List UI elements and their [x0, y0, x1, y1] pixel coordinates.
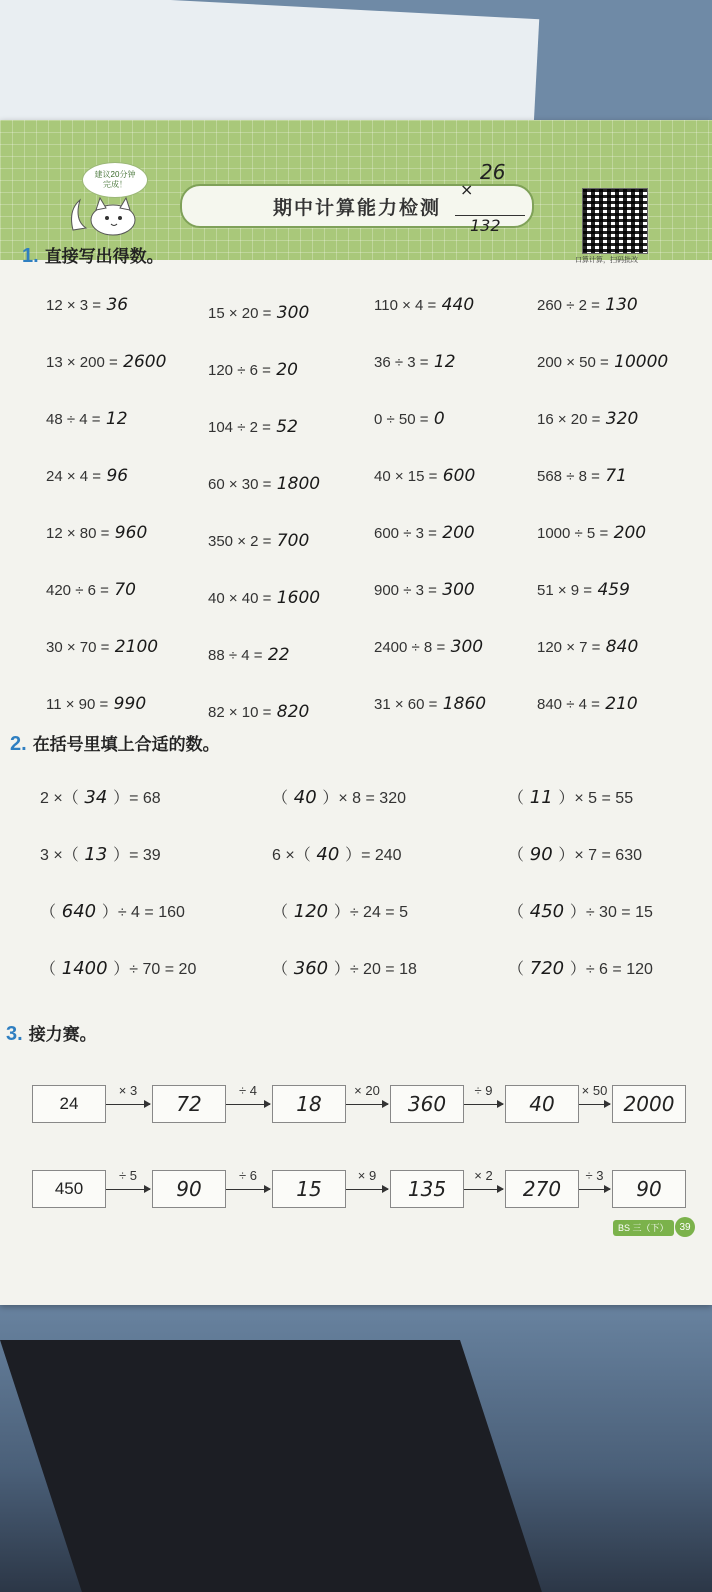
relay-arrow: [226, 1083, 270, 1111]
calc-question: 110 × 4 =: [374, 297, 437, 314]
bubble-text-line2: 完成！: [103, 180, 127, 189]
relay-arrow: [346, 1083, 388, 1111]
arrow-head-icon: [144, 1100, 151, 1108]
fill-item: [40, 899, 185, 922]
calc-answer: 70: [108, 580, 136, 600]
calc-answer: 22: [262, 645, 290, 665]
relay-arrow: [346, 1168, 388, 1196]
calc-question: 1000 ÷ 5 =: [537, 525, 609, 542]
calc-question: 200 × 50 =: [537, 354, 609, 371]
fill-item: [272, 842, 402, 865]
calc-question: 40 × 40 =: [208, 590, 272, 607]
calc-question: 120 ÷ 6 =: [208, 362, 271, 379]
relay-operation: × 50: [581, 1083, 608, 1098]
section2-title-text: 在括号里填上合适的数。: [32, 735, 220, 754]
relay-operation: ÷ 6: [239, 1168, 257, 1183]
header-banner: [0, 120, 712, 264]
relay-arrow: [106, 1168, 150, 1196]
calc-answer: 1800: [271, 474, 321, 494]
relay-answer: 90: [636, 1177, 662, 1201]
calc-question: 2400 ÷ 8 =: [374, 639, 446, 656]
fill-answer: 450: [524, 901, 570, 922]
relay-answer: 270: [522, 1177, 562, 1201]
calc-item: [46, 466, 128, 486]
calc-answer: 12: [100, 409, 128, 429]
fill-answer: 120: [288, 901, 334, 922]
calc-question: 11 × 90 =: [46, 696, 109, 713]
calc-question: 420 ÷ 6 =: [46, 582, 109, 599]
relay-box: [272, 1085, 346, 1123]
calc-answer: 2100: [109, 637, 159, 657]
relay-operation: × 2: [474, 1168, 493, 1183]
calc-answer: 52: [270, 417, 298, 437]
calc-item: [46, 352, 166, 372]
calc-question: 568 ÷ 8 =: [537, 468, 600, 485]
worksheet-page: [0, 120, 712, 1305]
relay-arrow: [106, 1083, 150, 1111]
relay-answer: 90: [176, 1177, 202, 1201]
section3-title: [6, 1020, 97, 1046]
calc-question: 120 × 7 =: [537, 639, 601, 656]
arrow-head-icon: [497, 1100, 504, 1108]
calc-answer: 10000: [608, 352, 669, 372]
calc-item: [537, 523, 646, 543]
calc-answer: 96: [101, 466, 129, 486]
calc-question: 12 × 3 =: [46, 297, 102, 314]
calc-item: [208, 645, 290, 665]
fill-answer: 360: [288, 958, 334, 979]
calc-question: 15 × 20 =: [208, 305, 272, 322]
calc-item: [46, 694, 146, 714]
fill-answer: 13: [78, 844, 114, 865]
calc-answer: 210: [599, 694, 638, 714]
relay-operation: ÷ 4: [239, 1083, 257, 1098]
relay-operation: × 9: [357, 1168, 377, 1183]
calc-question: 36 ÷ 3 =: [374, 354, 429, 371]
fill-prefix: 3 ×（: [40, 847, 79, 864]
relay-arrow: [579, 1168, 610, 1196]
calc-question: 31 × 60 =: [374, 696, 438, 713]
calc-answer: 130: [599, 295, 638, 315]
calc-question: 82 × 10 =: [208, 704, 272, 721]
calc-question: 350 × 2 =: [208, 533, 272, 550]
fill-answer: 34: [78, 787, 114, 808]
relay-box: [612, 1085, 686, 1123]
fill-suffix: ）÷ 30 = 15: [569, 904, 653, 921]
calc-item: [537, 409, 638, 429]
cat-icon: [68, 190, 138, 236]
scratch-mult: ×: [460, 180, 474, 199]
calc-item: [537, 352, 668, 372]
arrow-head-icon: [382, 1185, 389, 1193]
calc-answer: 20: [270, 360, 298, 380]
section3-title-text: 接力赛。: [28, 1025, 97, 1044]
relay-answer: 15: [296, 1177, 322, 1201]
calc-answer: 600: [437, 466, 476, 486]
fill-answer: 720: [524, 958, 570, 979]
calc-item: [374, 466, 475, 486]
calc-question: 30 × 70 =: [46, 639, 110, 656]
section1-title-text: 直接写出得数。: [44, 247, 164, 266]
arrow-head-icon: [264, 1185, 271, 1193]
fill-item: [508, 899, 653, 922]
calc-item: [374, 694, 486, 714]
fill-item: [272, 785, 406, 808]
calc-item: [208, 702, 309, 722]
calc-question: 12 × 80 =: [46, 525, 110, 542]
calc-answer: 820: [271, 702, 310, 722]
calc-question: 13 × 200 =: [46, 354, 118, 371]
grade-badge: BS 三（下）: [613, 1220, 674, 1236]
calc-question: 48 ÷ 4 =: [46, 411, 101, 428]
page-title: 期中计算能力检测: [180, 184, 534, 228]
calc-answer: 440: [436, 295, 475, 315]
calc-question: 51 × 9 =: [537, 582, 593, 599]
fill-item: [508, 785, 633, 808]
calc-item: [537, 694, 638, 714]
calc-item: [537, 637, 638, 657]
dark-object: [0, 1340, 542, 1592]
calc-answer: 200: [608, 523, 647, 543]
section3-number: 3.: [6, 1023, 23, 1045]
relay-box: [390, 1085, 464, 1123]
scratch-bottom: 132: [470, 216, 501, 235]
calc-answer: 300: [445, 637, 484, 657]
fill-prefix: （: [40, 961, 57, 978]
calc-item: [374, 637, 483, 657]
calc-item: [537, 466, 627, 486]
relay-operation: ÷ 3: [585, 1168, 604, 1183]
relay-arrow: [579, 1083, 610, 1111]
section2-number: 2.: [10, 733, 27, 755]
section1-number: 1.: [22, 245, 39, 267]
relay-answer: 2000: [623, 1092, 675, 1116]
fill-answer: 1400: [56, 958, 114, 979]
arrow-head-icon: [604, 1185, 611, 1193]
section1-title: [22, 242, 164, 268]
calc-answer: 200: [436, 523, 475, 543]
calc-answer: 12: [428, 352, 456, 372]
relay-arrow: [464, 1168, 503, 1196]
calc-question: 88 ÷ 4 =: [208, 647, 263, 664]
relay-arrow: [464, 1083, 503, 1111]
calc-answer: 840: [600, 637, 639, 657]
fill-item: [272, 899, 408, 922]
relay-box: [32, 1170, 106, 1208]
relay-answer: 72: [176, 1092, 202, 1116]
relay-box: [612, 1170, 686, 1208]
relay-answer: 135: [407, 1177, 447, 1201]
fill-item: [40, 785, 161, 808]
fill-item: [272, 956, 417, 979]
page-number: 39: [675, 1217, 695, 1237]
calc-answer: 1600: [271, 588, 321, 608]
calc-item: [208, 360, 298, 380]
fill-suffix: ）÷ 4 = 160: [101, 904, 185, 921]
fill-item: [508, 956, 653, 979]
calc-question: 40 × 15 =: [374, 468, 438, 485]
fill-prefix: （: [508, 847, 525, 864]
fill-suffix: ）× 5 = 55: [558, 790, 634, 807]
fill-suffix: ）× 8 = 320: [322, 790, 406, 807]
fill-answer: 90: [524, 844, 559, 865]
fill-prefix: （: [508, 904, 525, 921]
fill-answer: 40: [288, 787, 323, 808]
relay-answer: 18: [296, 1092, 322, 1116]
calc-answer: 320: [600, 409, 639, 429]
calc-item: [208, 531, 309, 551]
fill-prefix: 2 ×（: [40, 790, 79, 807]
calc-item: [374, 409, 445, 429]
fill-prefix: （: [40, 904, 57, 921]
fill-suffix: ）÷ 70 = 20: [113, 961, 197, 978]
relay-box: [32, 1085, 106, 1123]
fill-prefix: （: [272, 961, 289, 978]
fill-answer: 40: [310, 844, 346, 865]
fill-item: [40, 956, 196, 979]
relay-operation: ÷ 9: [474, 1083, 493, 1098]
calc-answer: 0: [428, 409, 445, 429]
calc-answer: 36: [101, 295, 129, 315]
calc-item: [374, 295, 474, 315]
relay-box: [152, 1085, 226, 1123]
relay-start-value: 450: [54, 1179, 84, 1198]
relay-start-value: 24: [59, 1094, 79, 1113]
relay-box: [152, 1170, 226, 1208]
calc-question: 600 ÷ 3 =: [374, 525, 437, 542]
calc-question: 900 ÷ 3 =: [374, 582, 437, 599]
calc-item: [46, 295, 128, 315]
calc-item: [208, 417, 298, 437]
arrow-head-icon: [382, 1100, 389, 1108]
fill-suffix: ）× 7 = 630: [558, 847, 642, 864]
calc-answer: 2600: [117, 352, 167, 372]
calc-item: [208, 303, 309, 323]
calc-question: 60 × 30 =: [208, 476, 272, 493]
calc-question: 0 ÷ 50 =: [374, 411, 429, 428]
relay-box: [390, 1170, 464, 1208]
relay-box: [505, 1170, 579, 1208]
fill-suffix: ）÷ 20 = 18: [333, 961, 417, 978]
calc-answer: 71: [599, 466, 627, 486]
bubble-text-line1: 建议20分钟: [94, 170, 136, 179]
calc-answer: 990: [108, 694, 147, 714]
arrow-head-icon: [604, 1100, 611, 1108]
fill-suffix: ）= 68: [113, 790, 161, 807]
calc-answer: 700: [271, 531, 310, 551]
calc-answer: 960: [109, 523, 148, 543]
calc-question: 16 × 20 =: [537, 411, 601, 428]
calc-item: [46, 637, 158, 657]
arrow-head-icon: [497, 1185, 504, 1193]
fill-suffix: ）÷ 6 = 120: [569, 961, 653, 978]
calc-item: [374, 352, 456, 372]
calc-item: [208, 588, 320, 608]
qr-caption: 口算计算，扫码批改: [575, 257, 638, 264]
calc-question: 840 ÷ 4 =: [537, 696, 600, 713]
section2-title: [10, 730, 220, 756]
fill-item: [40, 842, 161, 865]
fill-prefix: （: [508, 790, 525, 807]
calc-answer: 1860: [437, 694, 487, 714]
arrow-head-icon: [144, 1185, 151, 1193]
relay-answer: 40: [529, 1092, 555, 1116]
relay-box: [272, 1170, 346, 1208]
calc-item: [374, 580, 475, 600]
calc-item: [46, 523, 147, 543]
calc-question: 24 × 4 =: [46, 468, 102, 485]
qr-code-icon: [582, 188, 648, 254]
calc-item: [46, 409, 128, 429]
fill-item: [508, 842, 642, 865]
fill-answer: 640: [56, 901, 102, 922]
fill-prefix: （: [272, 790, 289, 807]
fill-prefix: （: [508, 961, 525, 978]
calc-answer: 300: [436, 580, 475, 600]
calc-item: [46, 580, 136, 600]
relay-operation: ÷ 5: [119, 1168, 137, 1183]
scratch-top: 26: [480, 160, 506, 184]
calc-answer: 459: [592, 580, 630, 600]
calc-item: [374, 523, 475, 543]
calc-answer: 300: [271, 303, 310, 323]
relay-operation: × 20: [354, 1083, 380, 1098]
calc-item: [537, 295, 638, 315]
calc-question: 260 ÷ 2 =: [537, 297, 600, 314]
relay-arrow: [226, 1168, 270, 1196]
relay-box: [505, 1085, 579, 1123]
calc-item: [208, 474, 320, 494]
fill-prefix: （: [272, 904, 289, 921]
calc-question: 104 ÷ 2 =: [208, 419, 271, 436]
fill-answer: 11: [524, 787, 559, 808]
fill-suffix: ）= 39: [113, 847, 161, 864]
relay-answer: 360: [407, 1092, 447, 1116]
arrow-head-icon: [264, 1100, 271, 1108]
relay-operation: × 3: [118, 1083, 138, 1098]
fill-prefix: 6 ×（: [272, 847, 311, 864]
calc-item: [537, 580, 630, 600]
fill-suffix: ）= 240: [345, 847, 402, 864]
fill-suffix: ）÷ 24 = 5: [333, 904, 408, 921]
